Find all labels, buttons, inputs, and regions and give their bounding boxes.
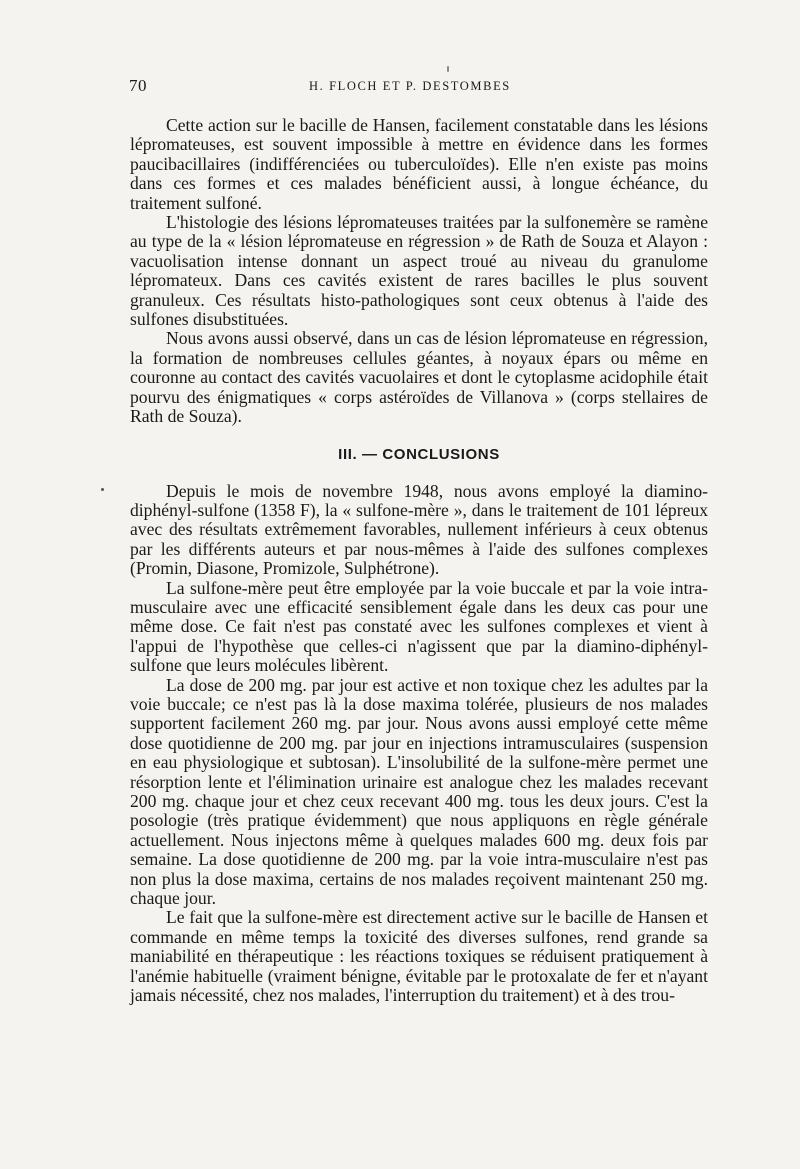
header-authors: H. FLOCH ET P. DESTOMBES [309, 79, 511, 93]
paragraph-intro-2: L'histologie des lésions lépromateuses traitées par la sulfonemère se ramène au type de la « lésion lépromateuse en régression » de Rath de Souza et Alayon : vacuolisation intense donnant un aspect troué au niveau du granulome lépromateux. Dans ces cavités existent de rares bacilles le plus souvent granuleux. Ces résultats histo-pathologiques sont ceux obtenus à l'aide des sulfones disubstituées. [130, 212, 708, 330]
paragraph-intro-1: Cette action sur le bacille de Hansen, facilement constatable dans les lésions lépromateuses, est souvent impossible à mettre en évidence dans les formes paucibacillaires (indifférenciées ou tuberculoïdes). Elle n'en existe pas moins dans ces formes et ces malades bénéficient aussi, à longue échéance, du traitement sulfoné. [130, 115, 708, 213]
running-header [129, 76, 709, 100]
paragraph-conclusion-3: La dose de 200 mg. par jour est active et non toxique chez les adultes par la voie buccale; ce n'est pas là la dose maxima tolérée, plusieurs de nos malades supportent facilement 260 mg. par jour. Nous avons aussi employé cette même dose quotidienne de 200 mg. par jour en injections intramusculaires (suspension en eau physiologique et subtosan). L'insolubilité de la sulfone-mère permet une résorption lente et l'élimination urinaire est analogue chez les malades recevant 200 mg. chaque jour et chez ceux recevant 400 mg. tous les deux jours. C'est la posologie (très pratique évidemment) que nous appliquons en règle générale actuellement. Nous injectons même à quelques malades 600 mg. deux fois par semaine. La dose quotidienne de 200 mg. par la voie intra-musculaire n'est pas non plus la dose maxima, certains de nos malades reçoivent maintenant 250 mg. chaque jour. [130, 674, 708, 909]
page-number: 70 [129, 76, 147, 95]
section-heading: III. — CONCLUSIONS [338, 445, 500, 463]
paragraph-conclusion-1: Depuis le mois de novembre 1948, nous avons employé la diamino-diphényl-sulfone (1358 F), la « sulfone-mère », dans le traitement de 101 lépreux avec des résultats extrêmement favorables, nullement inférieurs à ceux obtenus par les différents auteurs et par nous-mêmes à l'aide des sulfones complexes (Promin, Diasone, Promizole, Sulphétrone). [130, 480, 708, 579]
paragraph-conclusion-2: La sulfone-mère peut être employée par la voie buccale et par la voie intra-musculaire avec une efficacité sensiblement égale dans les deux cas pour une même dose. Ce fait n'est pas constaté avec les sulfones complexes et vient à l'appui de l'hypothèse que celles-ci n'agissent que par la diamino-diphényl-sulfone que leurs molécules libèrent. [130, 577, 708, 676]
body-text [130, 116, 708, 1005]
paragraph-intro-3: Nous avons aussi observé, dans un cas de lésion lépromateuse en régression, la formation de nombreuses cellules géantes, à noyaux épars ou même en couronne au contact des cavités vacuolaires et dont le cytoplasme acidophile était pourvu des énigmatiques « corps astéroïdes de Villanova » (corps stellaires de Rath de Souza). [130, 328, 708, 427]
paragraph-conclusion-4: Le fait que la sulfone-mère est directement active sur le bacille de Hansen et commande en même temps la toxicité des diverses sulfones, rend grande sa maniabilité en thérapeutique : les réactions toxiques se réduisent pratiquement à l'anémie habituelle (vraiment bénigne, évitable par le protoxalate de fer et n'ayant jamais nécessité, chez nos malades, l'interruption du traitement) et à des trou- [130, 907, 708, 1006]
paper-speck [101, 488, 104, 491]
paper-speck [447, 66, 449, 72]
